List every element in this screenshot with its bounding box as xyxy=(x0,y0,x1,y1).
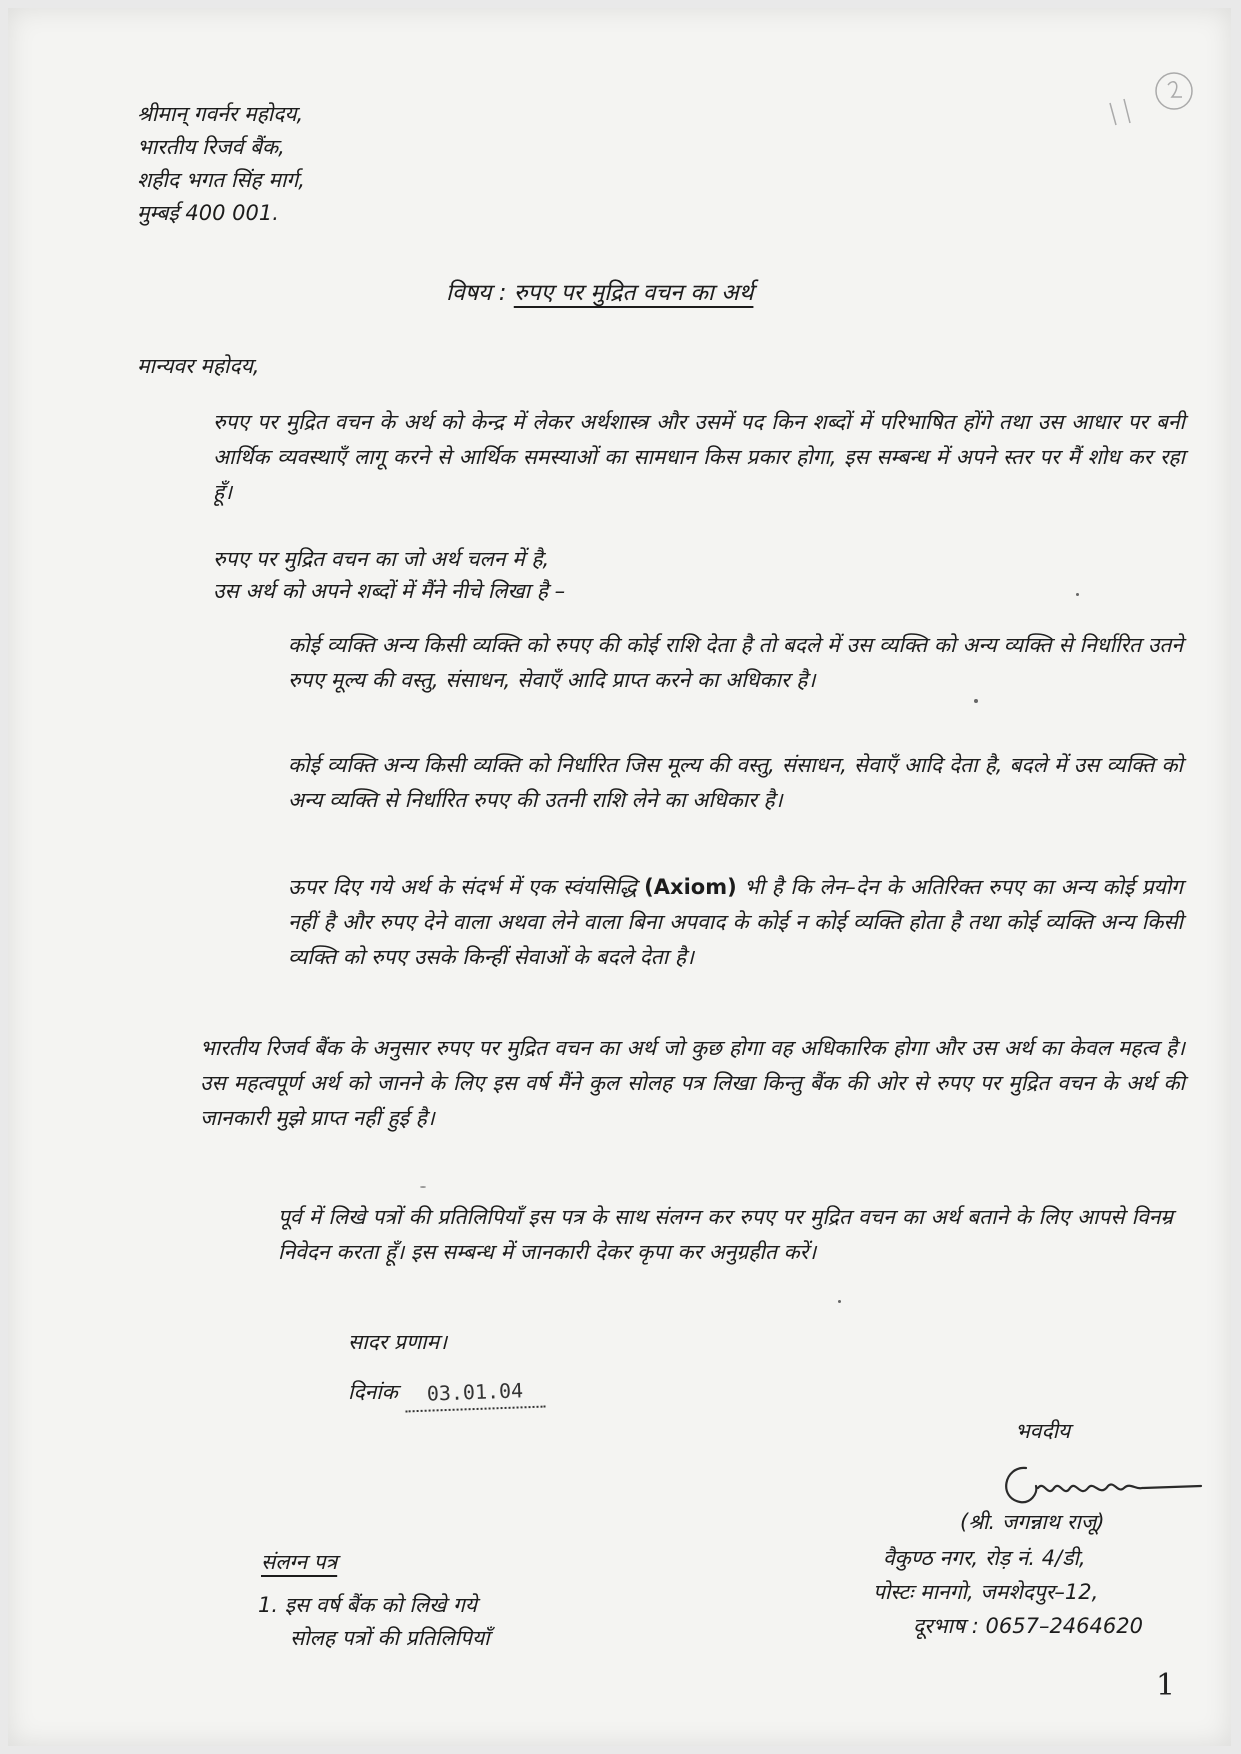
subject-label: विषय : xyxy=(446,280,507,306)
scan-speck xyxy=(420,1186,426,1188)
scan-speck xyxy=(974,699,978,703)
quoted-meaning-1: कोई व्यक्ति अन्य किसी व्यक्ति को रुपए की कोई राशि देता है तो बदले में उस व्यक्ति को अन्य व्यक्ति से निर्धारित उतने रुपए मूल्य की वस्तु, संसाधन, सेवाएँ आदि प्राप्त करने का अधिकार है। xyxy=(288,633,1183,692)
quoted-meaning-2: कोई व्यक्ति अन्य किसी व्यक्ति को निर्धारित जिस मूल्य की वस्तु, संसाधन, सेवाएँ आदि देता है, बदले में उस व्यक्ति को अन्य व्यक्ति से निर्धारित रुपए की उतनी राशि लेने का अधिकार है। xyxy=(288,753,1183,812)
sender-address-1: वैकुण्ठ नगर, रोड़ नं. 4/डी, xyxy=(883,1546,1086,1570)
date-label: दिनांक xyxy=(348,1380,398,1404)
valediction: भवदीय xyxy=(1015,1419,1071,1443)
axiom-term: (Axiom) xyxy=(644,875,737,899)
page-number: 1 xyxy=(1156,1668,1176,1703)
enclosure-item-1-line-1: 1. इस वर्ष बैंक को लिखे गये xyxy=(258,1593,477,1617)
axiom-sentence-end: भी है कि लेन–देन के अतिरिक्त रुपए का अन्य कोई प्रयोग नहीं है और रुपए देने वाला अथवा लेने वाला बिना अपवाद के कोई न कोई व्यक्ति होता है तथा कोई व्यक्ति अन्य किसी व्यक्ति को रुपए उसके किन्हीं सेवाओं के बदले देता है। xyxy=(288,875,1183,969)
margin-annotation-mark xyxy=(1106,63,1201,143)
recipient-line-1: श्रीमान् गवर्नर महोदय, xyxy=(137,102,304,126)
subject-line xyxy=(446,276,753,310)
enclosure-heading: संलग्न पत्र xyxy=(261,1550,338,1574)
regards: सादर प्रणाम। xyxy=(348,1330,448,1354)
paragraph-3: भारतीय रिजर्व बैंक के अनुसार रुपए पर मुद्रित वचन का अर्थ जो कुछ होगा वह अधिकारिक होगा और उस अर्थ का केवल महत्व है। उस महत्वपूर्ण अर्थ को जानने के लिए इस वर्ष मैंने कुल सोलह पत्र लिखा किन्तु बैंक की ओर से रुपए पर मुद्रित वचन के अर्थ की जानकारी मुझे प्राप्त नहीं हुई है। xyxy=(200,1036,1185,1130)
sender-phone: दूरभाष : 0657–2464620 xyxy=(913,1614,1143,1638)
recipient-line-2: भारतीय रिजर्व बैंक, xyxy=(137,135,285,159)
quoted-meaning-3 xyxy=(288,870,1183,975)
sender-name: (श्री. जगन्नाथ राजू) xyxy=(960,1510,1105,1534)
date-value: 03.01.04 xyxy=(404,1374,545,1413)
recipient-line-4: मुम्बई 400 001. xyxy=(137,201,279,225)
axiom-sentence-start: ऊपर दिए गये अर्थ के संदर्भ में एक स्वंयसिद्धि xyxy=(288,875,637,899)
letter-page xyxy=(8,8,1231,1746)
enclosure-item-1-line-2: सोलह पत्रों की प्रतिलिपियाँ xyxy=(290,1626,490,1650)
recipient-line-3: शहीद भगत सिंह मार्ग, xyxy=(137,168,305,192)
paragraph-2-line-1: रुपए पर मुद्रित वचन का जो अर्थ चलन में है, xyxy=(213,547,550,571)
paragraph-1: रुपए पर मुद्रित वचन के अर्थ को केन्द्र में लेकर अर्थशास्त्र और उसमें पद किन शब्दों में परिभाषित होंगे तथा उस आधार पर बनी आर्थिक व्यवस्थाएँ लागू करने से आर्थिक समस्याओं का सामधान किस प्रकार होगा, इस सम्बन्ध में अपने स्तर पर मैं शोध कर रहा हूँ। xyxy=(213,410,1185,504)
paragraph-2-line-2: उस अर्थ को अपने शब्दों में मैंने नीचे लिखा है – xyxy=(213,579,566,603)
sender-address-2: पोस्टः मानगो, जमशेदपुर–12, xyxy=(873,1580,1099,1604)
salutation: मान्यवर महोदय, xyxy=(137,354,260,378)
scan-speck xyxy=(1076,593,1079,596)
scan-speck xyxy=(838,1300,841,1303)
date-line xyxy=(348,1376,545,1410)
subject-text: रुपए पर मुद्रित वचन का अर्थ xyxy=(513,280,754,306)
paragraph-4: पूर्व में लिखे पत्रों की प्रतिलिपियाँ इस पत्र के साथ संलग्न कर रुपए पर मुद्रित वचन का अर्थ बताने के लिए आपसे विनम्र निवेदन करता हूँ। इस सम्बन्ध में जानकारी देकर कृपा कर अनुग्रहीत करें। xyxy=(278,1205,1173,1264)
